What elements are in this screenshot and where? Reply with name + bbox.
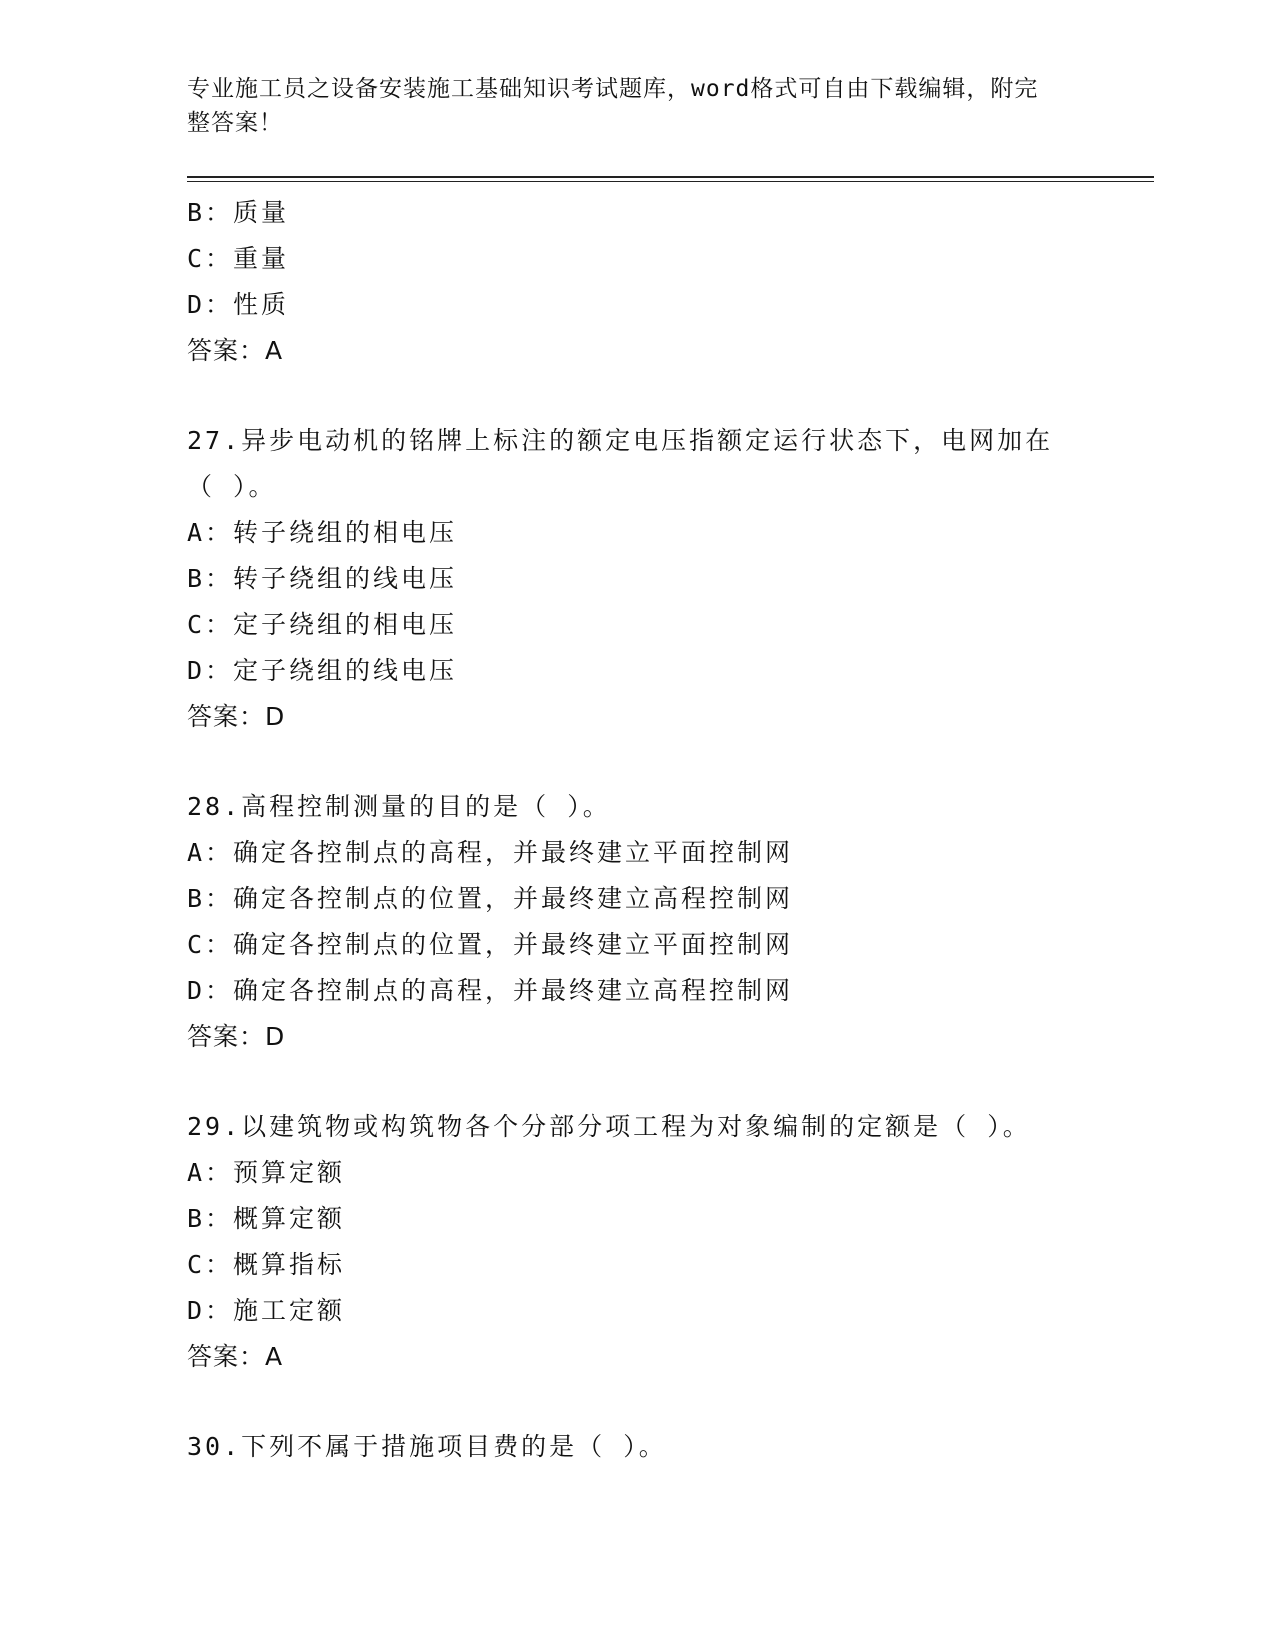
question-30 (187, 1424, 1154, 1470)
option-b: B：转子绕组的线电压 (187, 564, 458, 593)
question-list (187, 190, 1154, 1470)
question-stem: 30.下列不属于措施项目费的是（ ）。 (187, 1432, 667, 1461)
header-divider-thick (187, 176, 1154, 178)
answer-line: 答案：A (187, 1342, 284, 1371)
option-b: B：确定各控制点的位置，并最终建立高程控制网 (187, 884, 794, 913)
option-a: A：预算定额 (187, 1158, 346, 1187)
header-divider-thin (187, 181, 1154, 182)
question-26-continued (187, 190, 1154, 374)
option-d: D：确定各控制点的高程，并最终建立高程控制网 (187, 976, 794, 1005)
option-b: B：质量 (187, 198, 290, 227)
question-stem: 29.以建筑物或构筑物各个分部分项工程为对象编制的定额是（ ）。 (187, 1112, 1031, 1141)
document-header (187, 72, 1087, 140)
question-27 (187, 418, 1154, 740)
option-d: D：性质 (187, 290, 290, 319)
option-b: B：概算定额 (187, 1204, 346, 1233)
option-c: C：确定各控制点的位置，并最终建立平面控制网 (187, 930, 794, 959)
option-a: A：转子绕组的相电压 (187, 518, 458, 547)
question-29 (187, 1104, 1154, 1380)
spacer (187, 374, 1154, 418)
question-28 (187, 784, 1154, 1060)
option-d: D：施工定额 (187, 1296, 346, 1325)
header-title-line-2: 整答案！ (187, 110, 283, 136)
option-d: D：定子绕组的线电压 (187, 656, 458, 685)
answer-line: 答案：D (187, 702, 286, 731)
option-c: C：概算指标 (187, 1250, 346, 1279)
spacer (187, 1380, 1154, 1424)
option-c: C：定子绕组的相电压 (187, 610, 458, 639)
spacer (187, 740, 1154, 784)
answer-line: 答案：A (187, 336, 284, 365)
question-stem: 28.高程控制测量的目的是（ ）。 (187, 792, 611, 821)
option-a: A：确定各控制点的高程，并最终建立平面控制网 (187, 838, 794, 867)
question-stem: 27.异步电动机的铭牌上标注的额定电压指额定运行状态下，电网加在 (187, 426, 1054, 455)
question-stem-continued: （ ）。 (187, 472, 277, 501)
header-title-line-1: 专业施工员之设备安装施工基础知识考试题库，word格式可自由下载编辑，附完 (187, 76, 1039, 102)
answer-line: 答案：D (187, 1022, 286, 1051)
option-c: C：重量 (187, 244, 290, 273)
spacer (187, 1060, 1154, 1104)
